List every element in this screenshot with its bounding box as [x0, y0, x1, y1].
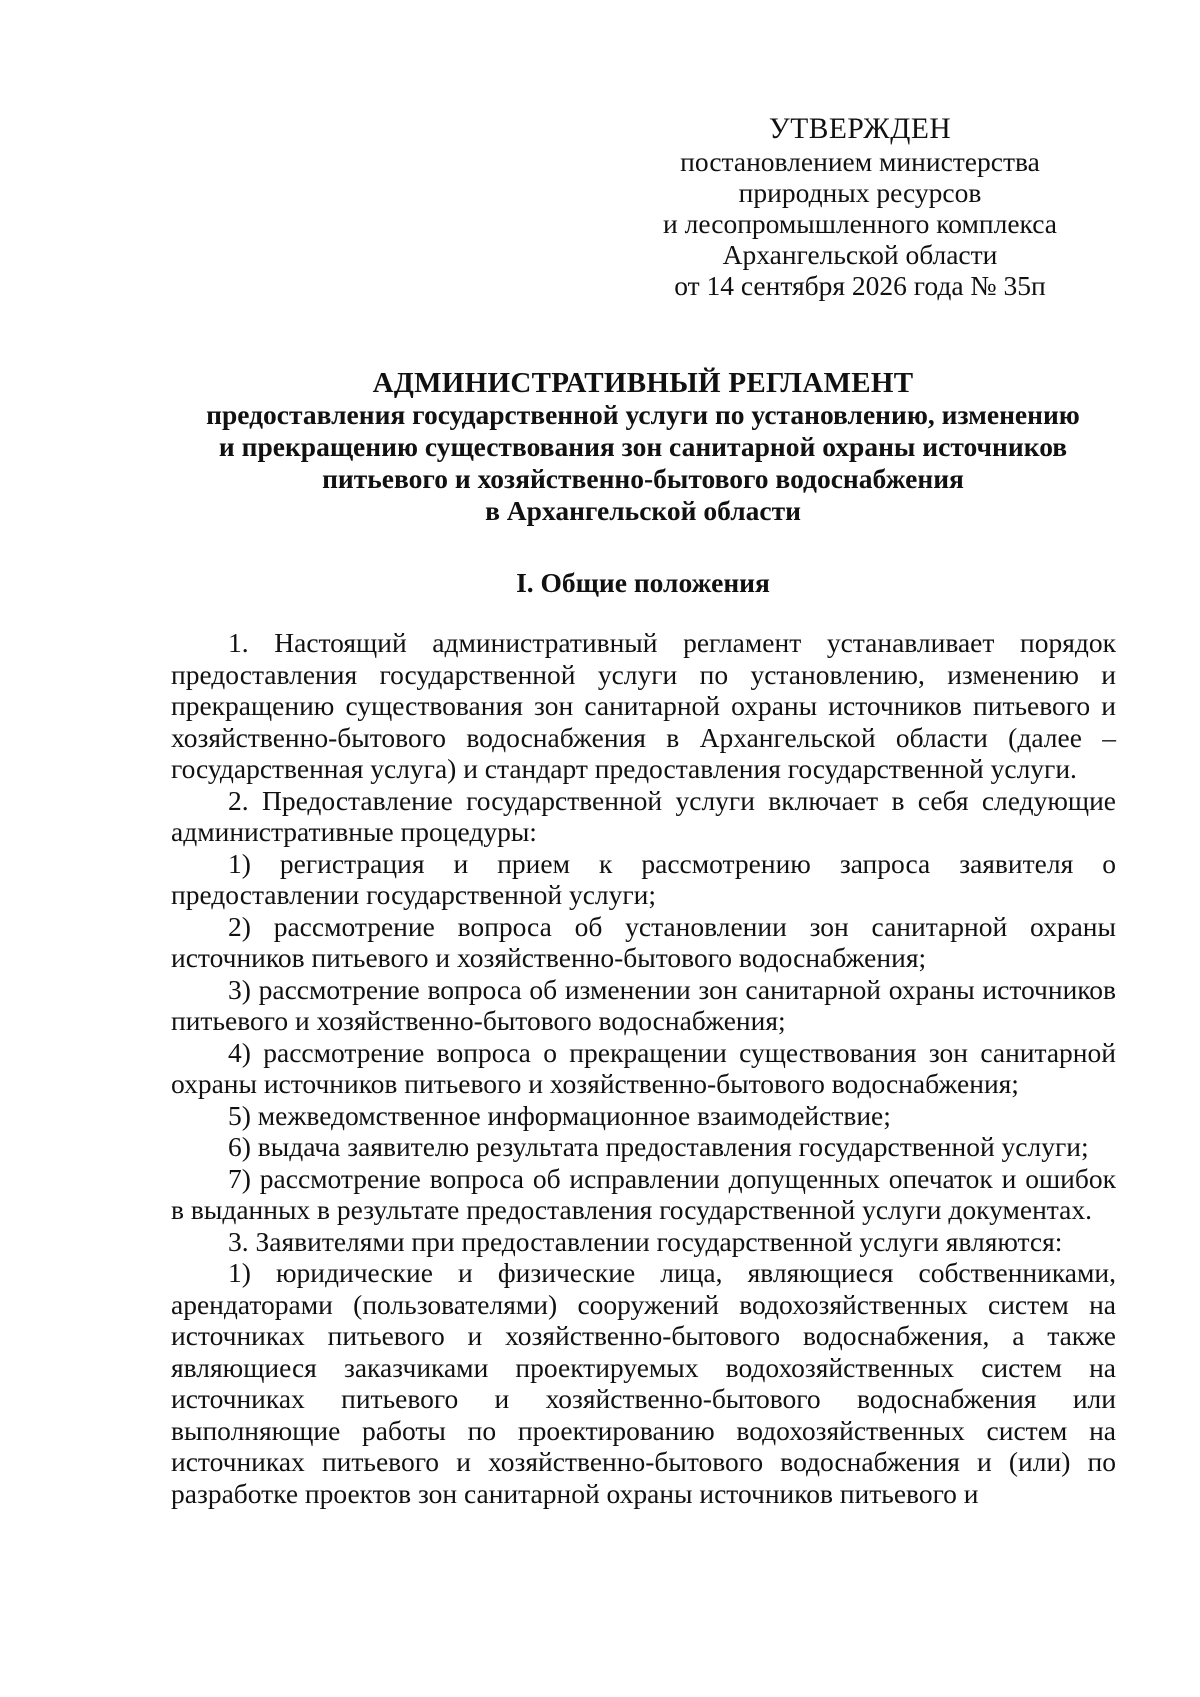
approval-line: постановлением министерства: [680, 146, 1040, 177]
paragraph: 1. Настоящий административный регламент устанавливает порядок предоставления государственной услуги по установлению, изменению и прекращению существования зон санитарной охраны источников питьевого и хозяйственно-бытового водоснабжения в Архангельской области (далее – государственная услуга) и стандарт предоставления государственной услуги.: [171, 627, 1116, 784]
approval-line: и лесопромышленного комплекса: [663, 208, 1057, 239]
paragraph: 3. Заявителями при предоставлении государственной услуги являются:: [228, 1225, 1063, 1257]
document-subtitle-line: питьевого и хозяйственно-бытового водоснабжения: [322, 463, 964, 494]
approval-date-line: от 14 сентября 2026 года № 35п: [674, 270, 1046, 301]
approval-line: природных ресурсов: [738, 177, 982, 208]
document-body: [171, 627, 1116, 1509]
section-heading: I. Общие положения: [516, 567, 770, 598]
document-subtitle-line: в Архангельской области: [485, 495, 801, 526]
approval-stamp: [640, 113, 1080, 301]
list-item: 1) юридические и физические лица, являющиеся собственниками, арендаторами (пользователями) сооружений водохозяйственных систем на источниках питьевого и хозяйственно-бытового водоснабжения, а также являющиеся заказчиками проектируемых водохозяйственных систем на источниках питьевого и хозяйственно-бытового водоснабжения или выполняющие работы по проектированию водохозяйственных систем на источниках питьевого и хозяйственно-бытового водоснабжения и (или) по разработке проектов зон санитарной охраны источников питьевого и: [171, 1257, 1116, 1509]
approval-heading: УТВЕРЖДЕН: [768, 113, 952, 145]
paragraph: 2. Предоставление государственной услуги включает в себя следующие административные процедуры:: [171, 784, 1116, 847]
list-item: 5) межведомственное информационное взаимодействие;: [228, 1099, 891, 1131]
document-title: [150, 367, 1136, 527]
list-item: 4) рассмотрение вопроса о прекращении существования зон санитарной охраны источников питьевого и хозяйственно-бытового водоснабжения;: [171, 1036, 1116, 1099]
document-subtitle-line: предоставления государственной услуги по установлению, изменению: [206, 399, 1080, 430]
approval-line: Архангельской области: [722, 239, 998, 270]
list-item: 6) выдача заявителю результата предоставления государственной услуги;: [228, 1131, 1089, 1162]
list-item: 2) рассмотрение вопроса об установлении зон санитарной охраны источников питьевого и хозяйственно-бытового водоснабжения;: [171, 910, 1116, 973]
list-item: 1) регистрация и прием к рассмотрению запроса заявителя о предоставлении государственной услуги;: [171, 847, 1116, 910]
document-main-title: АДМИНИСТРАТИВНЫЙ РЕГЛАМЕНТ: [372, 367, 914, 399]
list-item: 7) рассмотрение вопроса об исправлении допущенных опечаток и ошибок в выданных в результате предоставления государственной услуги документах.: [171, 1162, 1116, 1225]
document-subtitle-line: и прекращению существования зон санитарной охраны источников: [218, 431, 1068, 462]
list-item: 3) рассмотрение вопроса об изменении зон санитарной охраны источников питьевого и хозяйственно-бытового водоснабжения;: [171, 973, 1116, 1036]
